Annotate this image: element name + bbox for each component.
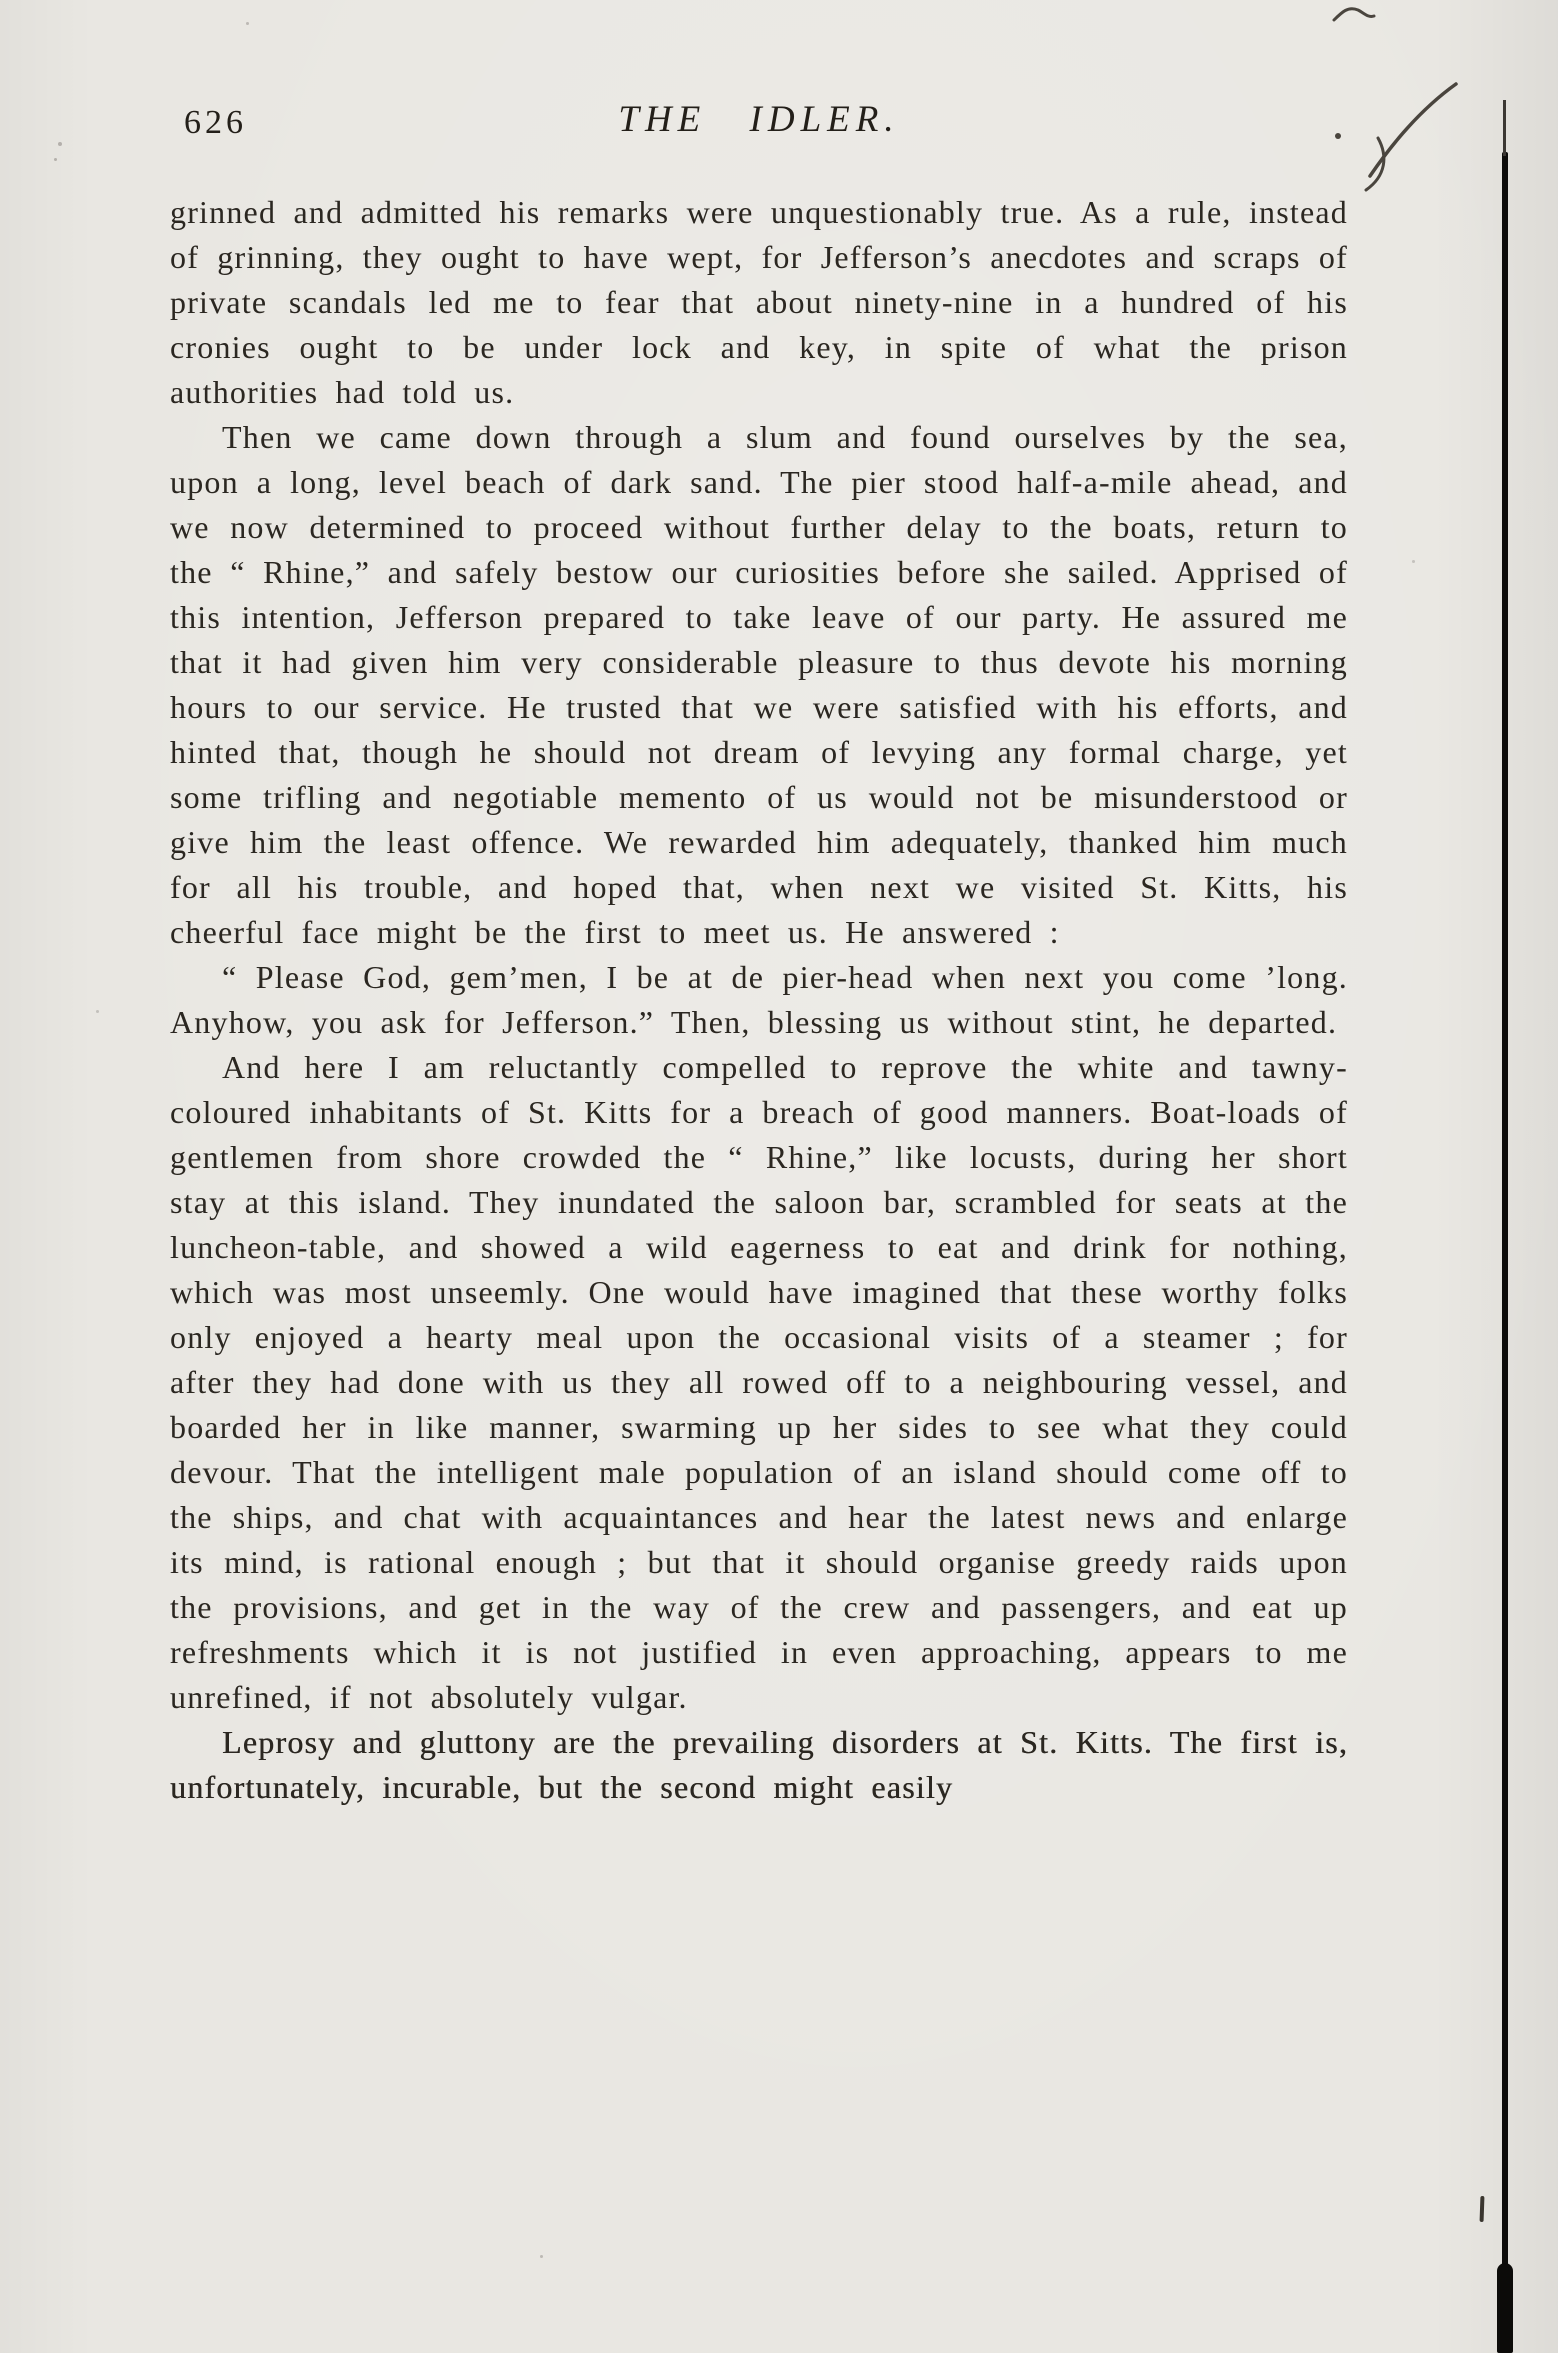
page-title: THE IDLER.: [618, 99, 900, 140]
page-number: 626: [184, 104, 247, 141]
running-header: [170, 98, 1348, 158]
binding-line: [1502, 152, 1508, 2353]
scan-speck: [1412, 560, 1415, 563]
pen-check-icon: [1328, 0, 1388, 34]
scan-speck: [540, 2255, 543, 2258]
paragraph: And here I am reluctantly compelled to reprove the white and tawny-coloured inhabitants of St. Kitts for a breach of good manners. Boat-loads of gentlemen from shore crowded the “ Rhine,” like locusts, during her short stay at this island. They inundated the saloon bar, scrambled for seats at the luncheon-table, and showed a wild eagerness to eat and drink for nothing, which was most unseemly. One would have imagined that these worthy folks only enjoyed a hearty meal upon the occasional visits of a steamer ; for after they had done with us they all rowed off to a neighbouring vessel, and boarded her in like manner, swarming up her sides to see what they could devour. That the intelligent male population of an island should come off to the ships, and chat with acquaintances and hear the latest news and enlarge its mind, is rational enough ; but that it should organise greedy raids upon the provisions, and get in the way of the crew and passengers, and eat up refreshments which it is not justified in even approaching, appears to me unrefined, if not absolutely vulgar.: [170, 1049, 1348, 1715]
scan-speck: [96, 1010, 99, 1013]
paragraph: Leprosy and gluttony are the prevailing disorders at St. Kitts. The first is, unfortunately, incurable, but the second might easily: [170, 1724, 1348, 1805]
page-text: [170, 190, 1348, 1810]
scan-speck: [58, 142, 62, 146]
scan-speck: [54, 158, 57, 161]
paragraph: grinned and admitted his remarks were unquestionably true. As a rule, instead of grinning, they ought to have wept, for Jefferson’s anecdotes and scraps of private scandals led me to fear that about ninety-nine in a hundred of his cronies ought to be under lock and key, in spite of what the prison authorities had told us.: [170, 194, 1348, 410]
paragraph: Then we came down through a slum and found ourselves by the sea, upon a long, level beach of dark sand. The pier stood half-a-mile ahead, and we now determined to proceed without further delay to the boats, return to the “ Rhine,” and safely bestow our curiosities before she sailed. Apprised of this intention, Jefferson prepared to take leave of our party. He assured me that it had given him very considerable pleasure to thus devote his morning hours to our service. He trusted that we were satisfied with his efforts, and hinted that, though he should not dream of levying any formal charge, yet some trifling and negotiable memento of us would not be misunderstood or give him the least offence. We rewarded him adequately, thanked him much for all his trouble, and hoped that, when next we visited St. Kitts, his cheerful face might be the first to meet us. He answered :: [170, 419, 1348, 950]
scan-speck: [246, 22, 249, 25]
ink-tick-mark: [1480, 2196, 1485, 2222]
paragraph: “ Please God, gem’men, I be at de pier-head when next you come ’long. Anyhow, you ask for Jefferson.” Then, blessing us without stint, he departed.: [170, 959, 1348, 1040]
